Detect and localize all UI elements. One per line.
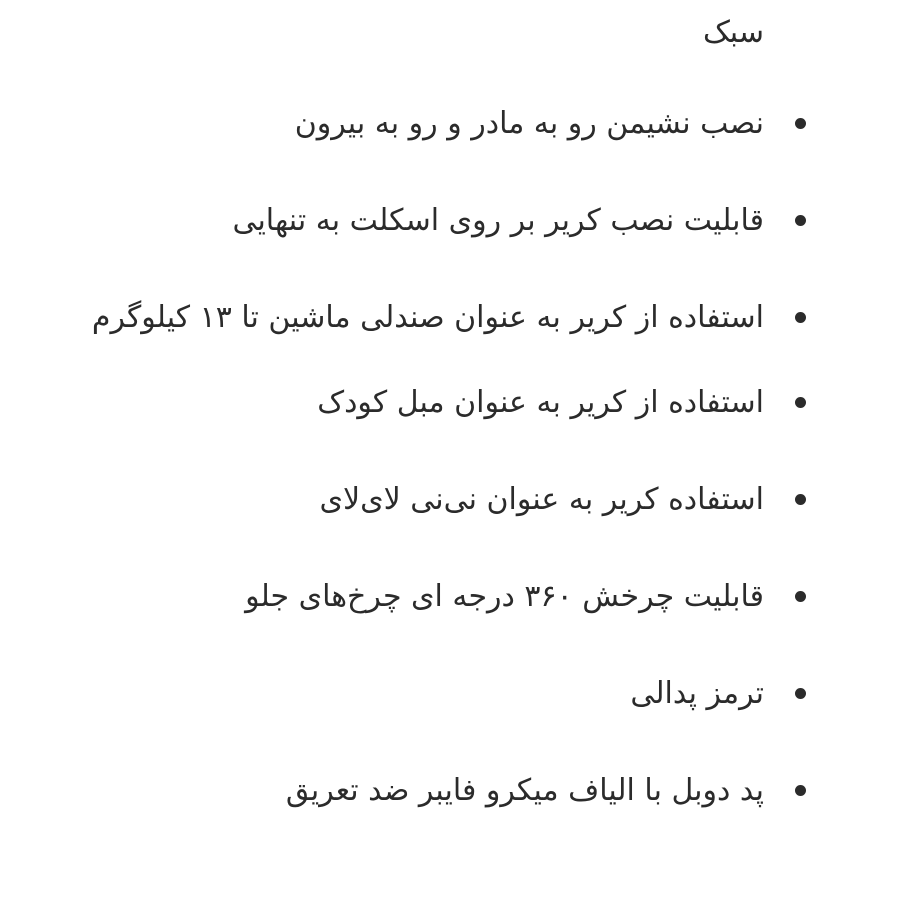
list-item-text: پد دوبل با الیاف میکرو فایبر ضد تعریق — [285, 773, 764, 808]
list-item-text: استفاده از کریر به عنوان صندلی ماشین تا ۱۳ کیلوگرم — [91, 300, 764, 335]
list-item — [6, 476, 806, 524]
feature-list — [6, 100, 806, 864]
bullet-icon — [795, 494, 806, 505]
list-item-text: استفاده کریر به عنوان نی‌نی لای‌لای — [319, 482, 764, 517]
list-item-text: قابلیت نصب کریر بر روی اسکلت به تنهایی — [232, 203, 764, 238]
bullet-icon — [795, 688, 806, 699]
list-item — [6, 670, 806, 718]
bullet-icon — [795, 118, 806, 129]
section-heading-fragment: سبک — [702, 15, 764, 50]
list-item — [6, 573, 806, 621]
list-item-text: قابلیت چرخش ۳۶۰ درجه ای چرخ‌های جلو — [245, 579, 764, 614]
list-item — [6, 197, 806, 245]
bullet-icon — [795, 591, 806, 602]
bullet-icon — [795, 215, 806, 226]
list-item-text: ترمز پدالی — [630, 676, 764, 711]
bullet-icon — [795, 312, 806, 323]
list-item — [6, 282, 806, 354]
list-item — [6, 100, 806, 148]
list-item-text: نصب نشیمن رو به مادر و رو به بیرون — [294, 106, 764, 141]
list-item-text: استفاده از کریر به عنوان مبل کودک — [317, 385, 764, 420]
list-item — [6, 767, 806, 815]
bullet-icon — [795, 785, 806, 796]
bullet-icon — [795, 397, 806, 408]
list-item — [6, 379, 806, 427]
